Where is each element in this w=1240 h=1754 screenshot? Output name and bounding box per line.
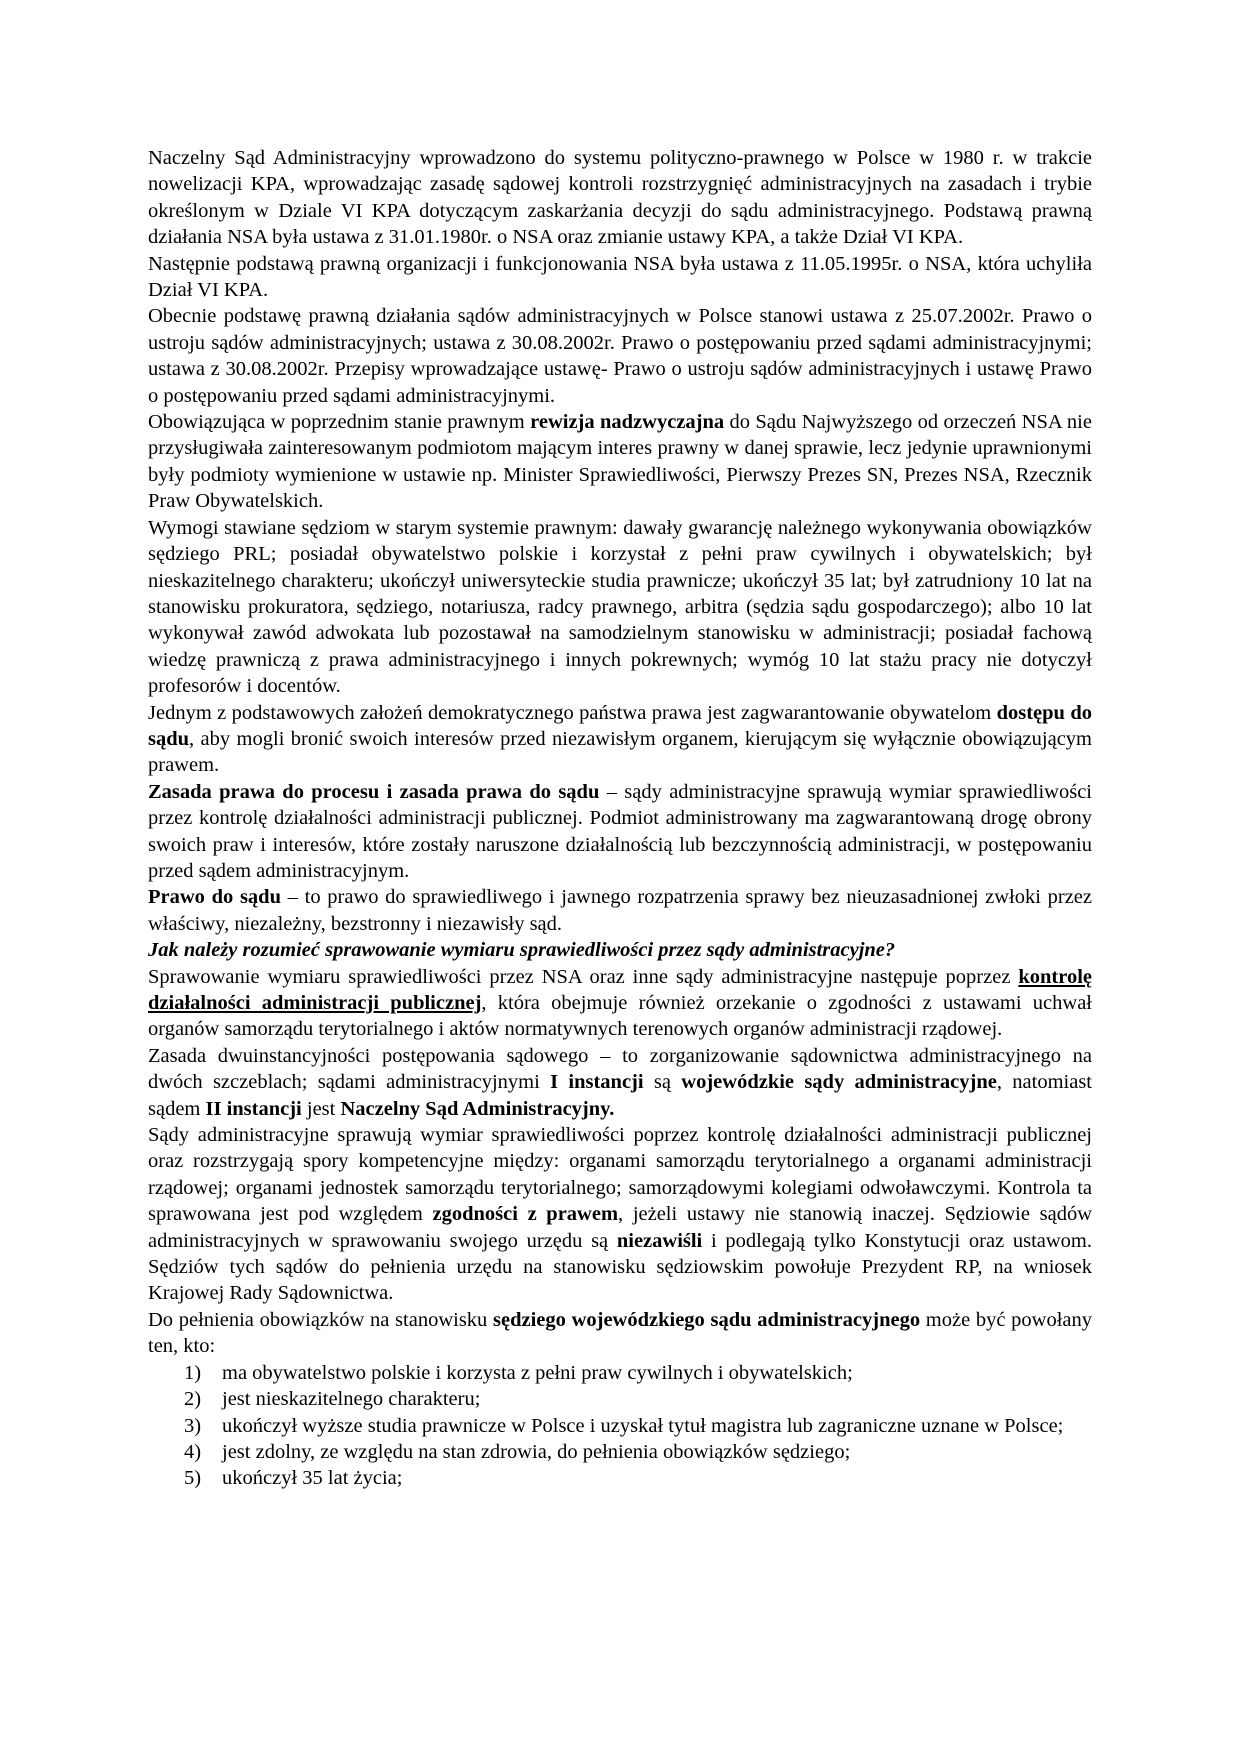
emphasized-text: niezawiśli <box>616 1229 703 1252</box>
requirement-item <box>148 1413 1092 1439</box>
requirement-number: 1) <box>184 1361 202 1384</box>
emphasized-text: Zasada prawa do procesu i zasada prawa do sądu <box>148 780 600 803</box>
paragraph <box>148 700 1092 779</box>
emphasized-text: rewizja nadzwyczajna <box>530 411 725 434</box>
emphasized-text: kontrolę działalności administracji publicznej <box>148 965 1092 1014</box>
paragraph-text: jest <box>301 1097 341 1120</box>
requirement-text: ukończył 35 lat życia; <box>222 1467 403 1490</box>
paragraph-text: i podlegają tylko Konstytucji oraz ustawom. Sędziów tych sądów do pełnienia urzędu na stanowisku sędziowskim powołuje Prezydent RP, na wniosek Krajowej Rady Sądownictwa. <box>148 1229 1092 1305</box>
paragraph <box>148 515 1092 700</box>
paragraph-text: , natomiast sądem <box>148 1071 1092 1120</box>
paragraph-text: są <box>643 1071 682 1094</box>
paragraph <box>148 1122 1092 1307</box>
paragraph <box>148 779 1092 885</box>
paragraph-text: Zasada dwuinstancyjności postępowania sądowego – to zorganizowanie sądownictwa administracyjnego na dwóch szczeblach; sądami administracyjnymi <box>148 1044 1092 1094</box>
paragraph-text: może być powołany ten, kto: <box>148 1308 1092 1358</box>
paragraph-text: – sądy administracyjne sprawują wymiar sprawiedliwości przez kontrolę działalności administracji publicznej. Podmiot administrowany ma zagwarantowaną drogę obrony swoich praw i interesów, które zostały naruszone działalnością lub bezczynnością administracji, w postępowaniu przed sądem administracyjnym. <box>148 780 1092 882</box>
paragraph-text: , która obejmuje również orzekanie o zgodności z ustawami uchwał organów samorządu terytorialnego i aktów normatywnych terenowych organów administracji rządowej. <box>148 992 1092 1041</box>
requirement-item <box>148 1465 1092 1491</box>
requirement-number: 4) <box>184 1440 202 1463</box>
paragraph <box>148 884 1092 937</box>
requirement-item <box>148 1386 1092 1412</box>
requirement-text: jest zdolny, ze względu na stan zdrowia, do pełnienia obowiązków sędziego; <box>222 1440 851 1463</box>
paragraph <box>148 937 1092 963</box>
emphasized-text: dostępu do sądu <box>148 701 1092 750</box>
requirement-text: ukończył wyższe studia prawnicze w Polsce i uzyskał tytuł magistra lub zagraniczne uznane w Polsce; <box>222 1414 1064 1437</box>
paragraph-text: Obowiązująca w poprzednim stanie prawnym <box>148 411 531 434</box>
emphasized-text: wojewódzkie sądy administracyjne <box>681 1071 997 1094</box>
paragraph-text: , jeżeli ustawy nie stanowią inaczej. Sędziowie sądów administracyjnych w sprawowaniu swojego urzędu są <box>148 1203 1092 1252</box>
emphasized-text: I instancji <box>550 1071 644 1094</box>
document-body <box>148 145 1092 1360</box>
paragraph <box>148 964 1092 1043</box>
requirement-text: jest nieskazitelnego charakteru; <box>222 1388 481 1411</box>
requirement-number: 5) <box>184 1467 202 1490</box>
paragraph-text: Do pełnienia obowiązków na stanowisku <box>148 1308 494 1331</box>
paragraph-text: Wymogi stawiane sędziom w starym systemie prawnym: dawały gwarancję należnego wykonywania obowiązków sędziego PRL; posiadał obywatelstwo polskie i korzystał z pełni praw cywilnych i obywatelskich; był nieskazitelnego charakteru; ukończył uniwersyteckie studia prawnicze; ukończył 35 lat; był zatrudniony 10 lat na stanowisku prokuratora, sędziego, notariusza, radcy prawnego, arbitra (sędzia sądu gospodarczego); albo 10 lat wykonywał zawód adwokata lub pozostawał na samodzielnym stanowisku w administracji; posiadał fachową wiedzę prawniczą z prawa administracyjnego i innych pokrewnych; wymóg 10 lat stażu pracy nie dotyczył profesorów i docentów. <box>148 516 1092 698</box>
paragraph <box>148 1307 1092 1360</box>
paragraph <box>148 409 1092 515</box>
requirement-text: ma obywatelstwo polskie i korzysta z pełni praw cywilnych i obywatelskich; <box>222 1361 853 1384</box>
emphasized-text: Naczelny Sąd Administracyjny. <box>340 1097 615 1120</box>
paragraph <box>148 251 1092 304</box>
paragraph-text: , aby mogli bronić swoich interesów przed niezawisłym organem, kierującym się wyłącznie obowiązującym prawem. <box>148 727 1092 777</box>
paragraph-text: – to prawo do sprawiedliwego i jawnego rozpatrzenia sprawy bez nieuzasadnionej zwłoki przez właściwy, niezależny, bezstronny i niezawisły sąd. <box>148 886 1093 935</box>
requirement-item <box>148 1360 1092 1386</box>
requirement-number: 2) <box>184 1388 202 1411</box>
requirement-number: 3) <box>184 1414 202 1437</box>
paragraph <box>148 1043 1092 1122</box>
requirements-list <box>148 1360 1092 1492</box>
paragraph <box>148 303 1092 409</box>
emphasized-text: II instancji <box>205 1097 302 1120</box>
emphasized-text: sędziego wojewódzkiego sądu administracyjnego <box>493 1308 921 1331</box>
paragraph-text: Obecnie podstawę prawną działania sądów administracyjnych w Polsce stanowi ustawa z 25.07.2002r. Prawo o ustroju sądów administracyjnych; ustawa z 30.08.2002r. Prawo o postępowaniu przed sądami administracyjnymi; ustawa z 30.08.2002r. Przepisy wprowadzające ustawę- Prawo o ustroju sądów administracyjnych i ustawę Prawo o postępowaniu przed sądami administracyjnymi. <box>148 305 1092 407</box>
paragraph-text: do Sądu Najwyższego od orzeczeń NSA nie przysługiwała zainteresowanym podmiotom mającym interes prawny w danej sprawie, lecz jedynie uprawnionymi były podmioty wymienione w ustawie np. Minister Sprawiedliwości, Pierwszy Prezes SN, Prezes NSA, Rzecznik Praw Obywatelskich. <box>148 411 1092 513</box>
paragraph-text: Naczelny Sąd Administracyjny wprowadzono do systemu polityczno-prawnego w Polsce w 1980 r. w trakcie nowelizacji KPA, wprowadzając zasadę sądowej kontroli rozstrzygnięć administracyjnych na zasadach i trybie określonym w Dziale VI KPA dotyczącym zaskarżania decyzji do sądu administracyjnego. Podstawą prawną działania NSA była ustawa z 31.01.1980r. o NSA oraz zmianie ustawy KPA, a także Dział VI KPA. <box>148 147 1092 249</box>
paragraph-text: Jednym z podstawowych założeń demokratycznego państwa prawa jest zagwarantowanie obywatelom <box>148 701 997 724</box>
requirement-item <box>148 1439 1092 1465</box>
paragraph <box>148 145 1092 251</box>
paragraph-text: Sądy administracyjne sprawują wymiar sprawiedliwości poprzez kontrolę działalności administracji publicznej oraz rozstrzygają spory kompetencyjne między: organami samorządu terytorialnego a organami administracji rządowej; organami jednostek samorządu terytorialnego; samorządowymi kolegiami odwoławczymi. Kontrola ta sprawowana jest pod względem <box>148 1124 1092 1226</box>
emphasized-text: zgodności z prawem <box>432 1203 619 1226</box>
paragraph-text: Następnie podstawą prawną organizacji i funkcjonowania NSA była ustawa z 11.05.1995r. o NSA, która uchyliła Dział VI KPA. <box>148 252 1092 302</box>
paragraph-text: Sprawowanie wymiaru sprawiedliwości przez NSA oraz inne sądy administracyjne następuje poprzez <box>148 965 1019 988</box>
emphasized-text: Prawo do sądu <box>148 886 281 909</box>
emphasized-text: Jak należy rozumieć sprawowanie wymiaru sprawiedliwości przez sądy administracyjne? <box>148 939 896 962</box>
